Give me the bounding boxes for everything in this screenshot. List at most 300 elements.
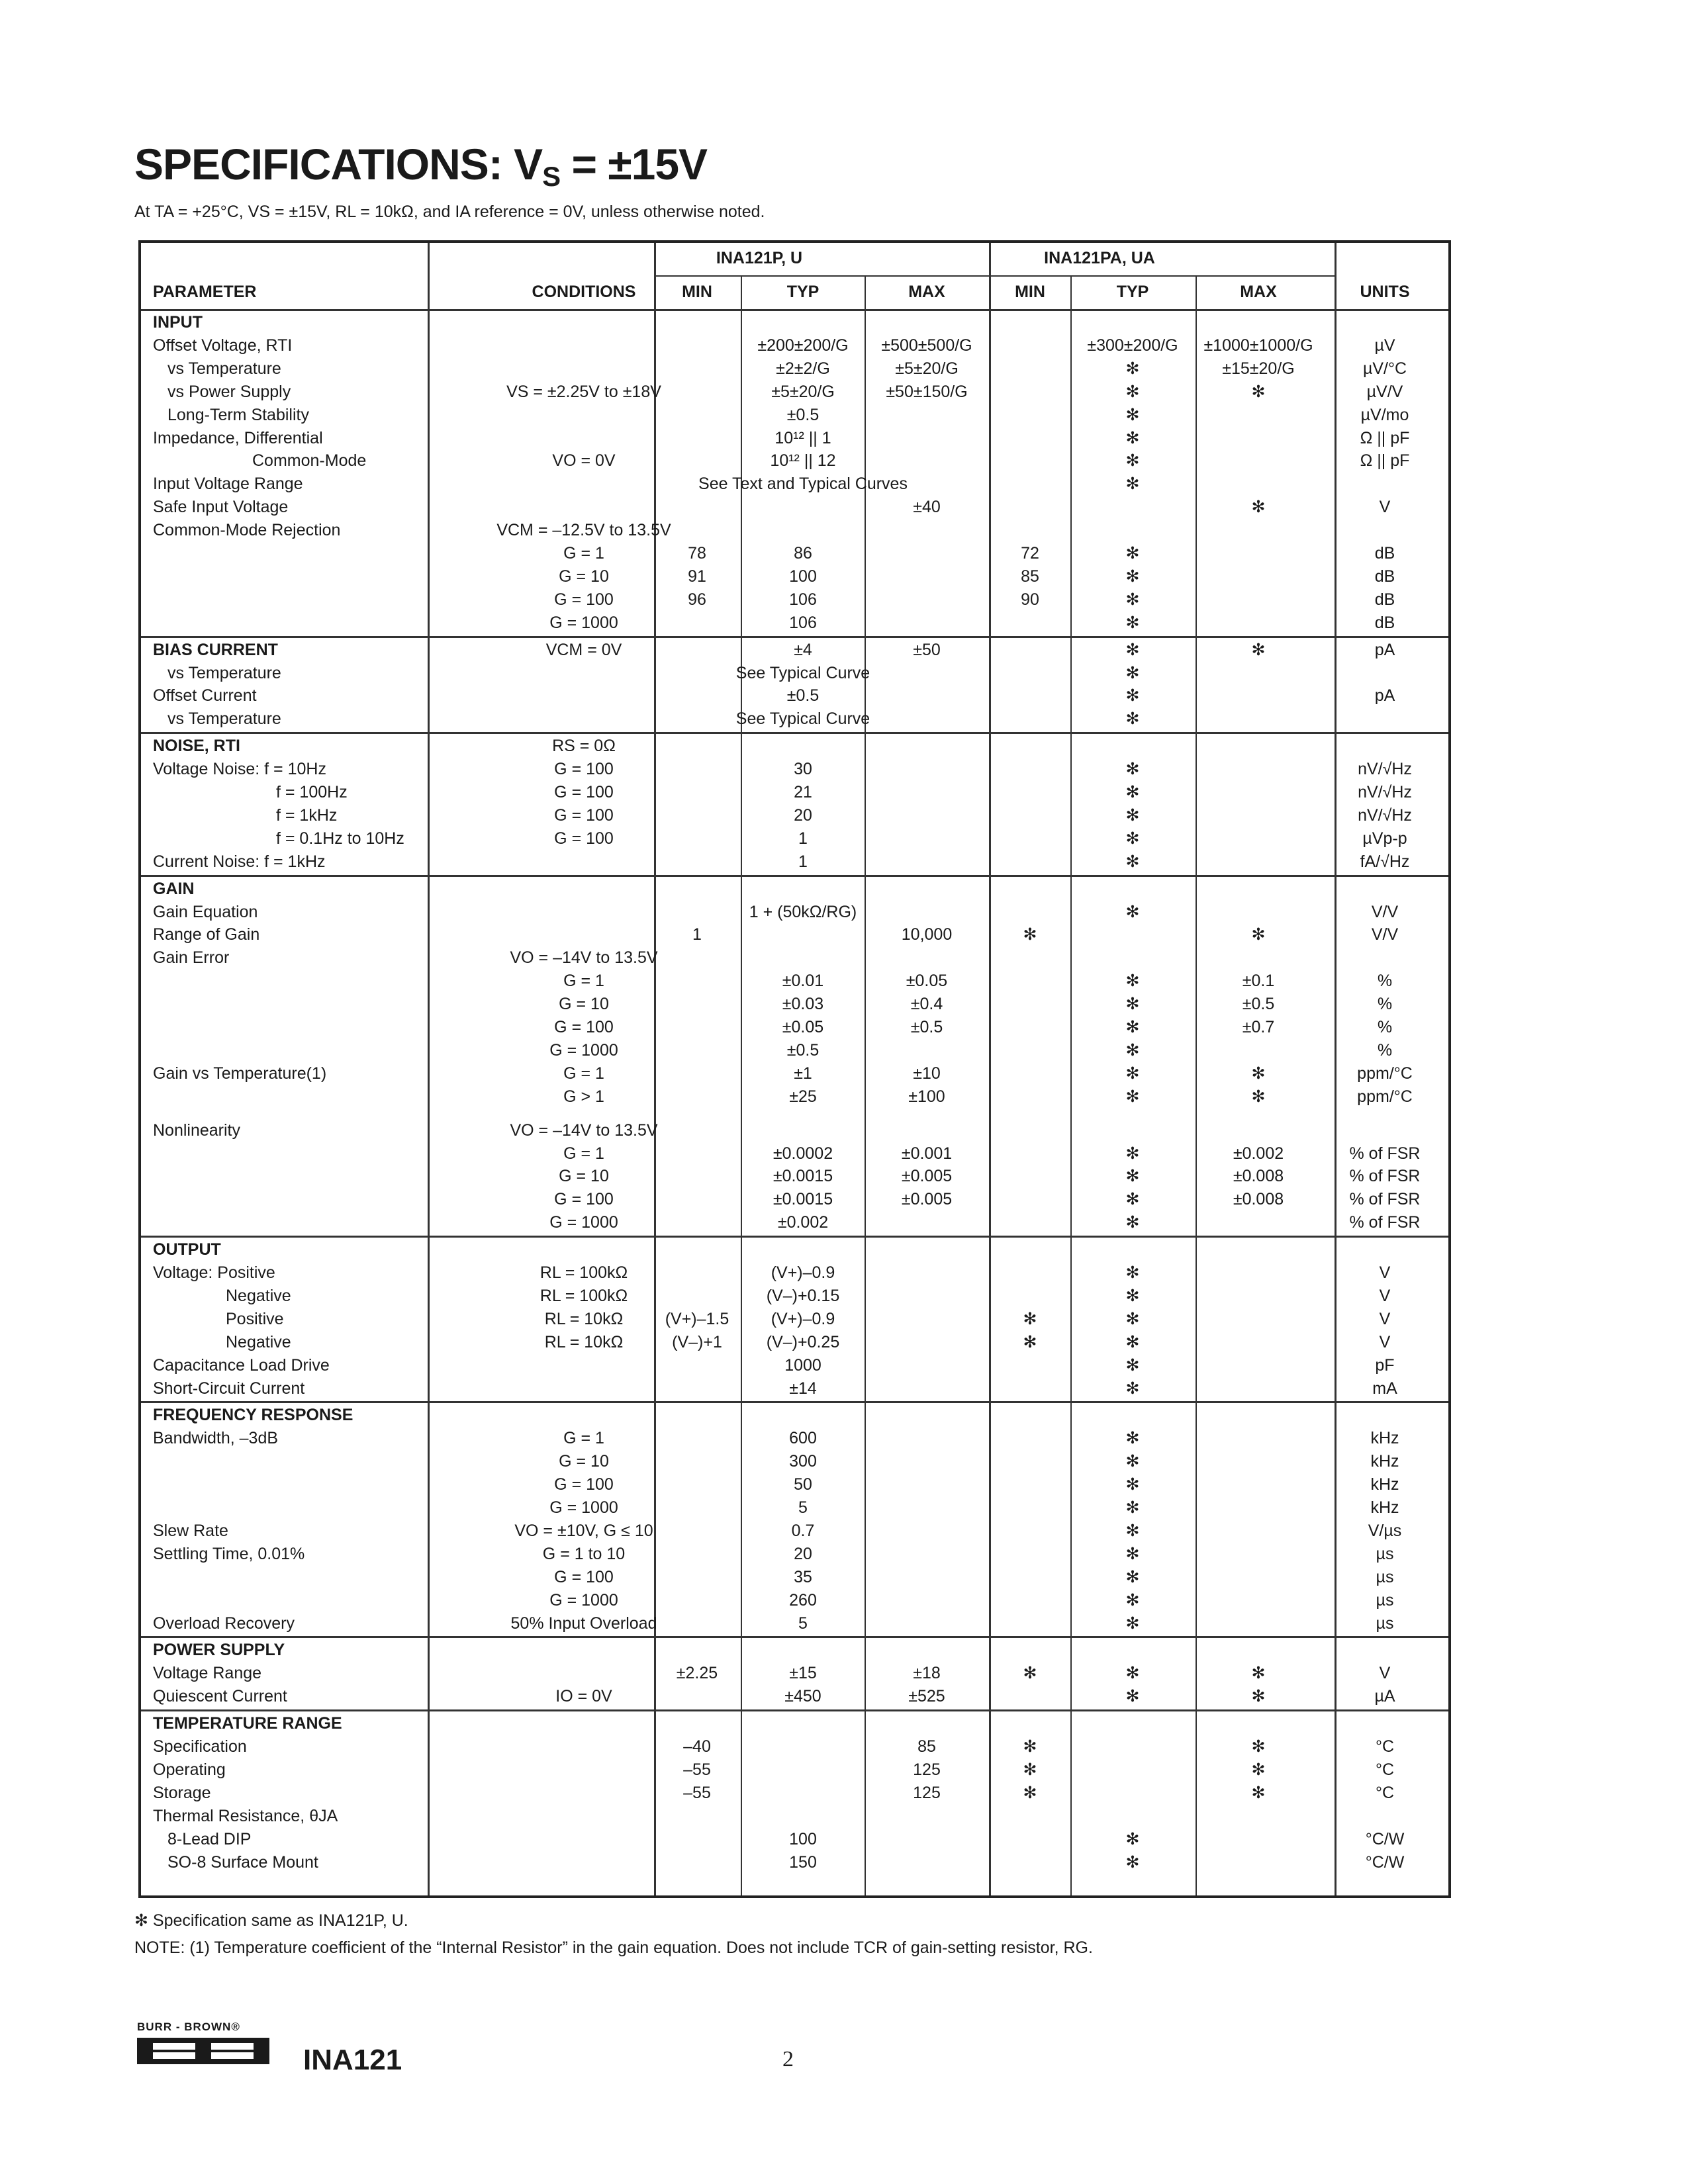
- max-value-pa: ±15±20/G: [1222, 359, 1295, 378]
- condition-cell: G = 100: [554, 1018, 614, 1036]
- typ-value-p: 1: [798, 829, 808, 848]
- typ-value-p: 10¹² || 12: [770, 451, 836, 471]
- min-value-pa: ✻: [1023, 1783, 1037, 1802]
- min-value-p: (V+)–1.5: [665, 1309, 729, 1328]
- section-divider: [141, 1236, 1448, 1238]
- parameter-label: Impedance, Differential: [153, 428, 323, 447]
- min-value-p: 96: [688, 590, 706, 609]
- parameter-label: Bandwidth, –3dB: [153, 1429, 279, 1448]
- condition-cell: VS = ±2.25V to ±18V: [506, 382, 661, 401]
- header-bottom-rule: [141, 309, 1448, 311]
- units-cell: V: [1379, 1664, 1391, 1683]
- typ-value-pa: ✻: [1125, 1040, 1140, 1060]
- condition-cell: 50% Input Overload: [510, 1614, 657, 1633]
- typ-value-p: 86: [794, 544, 812, 563]
- parameter-label: f = 0.1Hz to 10Hz: [276, 829, 404, 848]
- parameter-label: Safe Input Voltage: [153, 498, 289, 517]
- typ-value-p: ±5±20/G: [771, 382, 835, 401]
- max-value-p: ±50±150/G: [886, 382, 968, 401]
- typ-value-p: 20: [794, 1544, 812, 1563]
- typ-value-pa: ✻: [1125, 1521, 1140, 1540]
- typ-value-pa: ✻: [1125, 805, 1140, 825]
- condition-cell: G = 100: [554, 829, 614, 848]
- units-cell: nV/√Hz: [1358, 760, 1412, 779]
- units-cell: pF: [1375, 1355, 1395, 1375]
- max-value-pa: ✻: [1251, 382, 1266, 401]
- condition-cell: G = 100: [554, 1475, 614, 1494]
- typ-value-p: 1000: [784, 1355, 821, 1375]
- typ-value-pa: ✻: [1125, 1429, 1140, 1448]
- typ-value-p: 106: [789, 590, 817, 609]
- units-cell: V: [1379, 1263, 1391, 1282]
- typ-value-p: ±0.01: [782, 972, 824, 991]
- typ-value-p: ±0.5: [786, 405, 820, 424]
- max-value-p: ±5±20/G: [895, 359, 959, 378]
- units-cell: µV/V: [1366, 382, 1403, 401]
- typ-value-p: ±450: [784, 1687, 821, 1706]
- min-value-p: ±2.25: [676, 1664, 718, 1683]
- condition-cell: VO = ±10V, G ≤ 10: [514, 1521, 653, 1540]
- max-value-pa: ✻: [1251, 1687, 1266, 1706]
- parameter-label: vs Temperature: [167, 709, 281, 729]
- condition-cell: G = 10: [559, 995, 609, 1014]
- units-cell: % of FSR: [1349, 1213, 1421, 1232]
- units-cell: nV/√Hz: [1358, 783, 1412, 801]
- condition-cell: VCM = 0V: [545, 640, 622, 659]
- units-cell: % of FSR: [1349, 1144, 1421, 1163]
- conditions-subtitle: At TA = +25°C, VS = ±15V, RL = 10kΩ, and IA reference = 0V, unless otherwise noted.: [134, 203, 765, 221]
- header-max-1: MAX: [908, 283, 945, 301]
- typ-value-p: ±15: [789, 1664, 817, 1683]
- max-value-pa: ✻: [1251, 1783, 1266, 1802]
- typ-value-pa: ✻: [1125, 1018, 1140, 1036]
- min-value-p: 78: [688, 544, 706, 563]
- header-units: UNITS: [1360, 283, 1410, 301]
- max-value-pa: ✻: [1251, 925, 1266, 944]
- header-group-ina121pu: INA121P, U: [716, 249, 803, 267]
- max-value-p: 85: [917, 1737, 936, 1756]
- max-value-p: ±0.005: [901, 1167, 953, 1186]
- typ-value-pa: ✻: [1125, 405, 1140, 424]
- specifications-table: [138, 240, 1451, 1898]
- min-value-p: –55: [683, 1760, 711, 1779]
- part-number: INA121: [303, 2044, 402, 2076]
- title-subscript: S: [542, 161, 561, 192]
- parameter-label: Range of Gain: [153, 925, 260, 944]
- min-value-p: (V–)+1: [672, 1332, 722, 1351]
- units-cell: °C/W: [1365, 1829, 1405, 1848]
- condition-cell: VCM = –12.5V to 13.5V: [496, 521, 671, 540]
- parameter-label: Capacitance Load Drive: [153, 1355, 330, 1375]
- max-value-p: ±40: [913, 498, 941, 517]
- table-column-divider: [865, 275, 866, 1895]
- typ-value-pa: ✻: [1125, 1590, 1140, 1610]
- condition-cell: G = 1 to 10: [542, 1544, 626, 1563]
- max-value-pa: ±1000±1000/G: [1203, 336, 1313, 355]
- units-cell: V: [1379, 1332, 1391, 1351]
- condition-cell: G = 100: [554, 760, 614, 779]
- condition-cell: G = 1000: [549, 1498, 618, 1517]
- min-value-pa: 72: [1021, 544, 1039, 563]
- table-column-divider: [741, 275, 742, 1895]
- condition-cell: G = 100: [554, 590, 614, 609]
- typ-value-pa: ✻: [1125, 1190, 1140, 1209]
- typ-value-p: 0.7: [791, 1521, 815, 1540]
- typ-value-p: ±2±2/G: [776, 359, 830, 378]
- typ-value-p: 50: [794, 1475, 812, 1494]
- max-value-pa: ±0.5: [1242, 995, 1275, 1014]
- units-cell: pA: [1374, 686, 1395, 705]
- typ-value-p: 1: [798, 852, 808, 871]
- condition-cell: G = 1: [563, 1064, 604, 1083]
- parameter-label: Offset Voltage, RTI: [153, 336, 293, 355]
- parameter-label: vs Temperature: [167, 663, 281, 682]
- condition-cell: RL = 100kΩ: [539, 1263, 628, 1282]
- typ-value-p: 35: [794, 1567, 812, 1586]
- max-value-p: ±0.001: [901, 1144, 953, 1163]
- min-value-pa: ✻: [1023, 1664, 1037, 1683]
- typ-value-p: ±0.03: [782, 995, 824, 1014]
- typ-value-pa: ✻: [1125, 475, 1140, 494]
- parameter-label: Nonlinearity: [153, 1120, 241, 1140]
- condition-cell: G = 1: [563, 1429, 604, 1448]
- typ-value-pa: ✻: [1125, 567, 1140, 586]
- units-cell: % of FSR: [1349, 1190, 1421, 1209]
- units-cell: %: [1377, 1040, 1393, 1060]
- units-cell: °C: [1375, 1783, 1395, 1802]
- max-value-pa: ±0.7: [1242, 1018, 1275, 1036]
- section-divider: [141, 636, 1448, 638]
- condition-cell: VO = 0V: [552, 451, 616, 471]
- max-value-p: 125: [913, 1760, 941, 1779]
- condition-cell: RL = 10kΩ: [544, 1332, 624, 1351]
- table-column-divider: [1070, 275, 1072, 1895]
- typ-value-pa: ✻: [1125, 972, 1140, 991]
- condition-cell: G = 1000: [549, 613, 618, 632]
- units-cell: kHz: [1370, 1429, 1399, 1448]
- typ-value-pa: ✻: [1125, 1379, 1140, 1398]
- condition-cell: G = 100: [554, 1190, 614, 1209]
- condition-cell: VO = –14V to 13.5V: [510, 1120, 658, 1140]
- max-value-p: ±0.5: [910, 1018, 943, 1036]
- max-value-p: ±50: [913, 640, 941, 659]
- condition-cell: G > 1: [563, 1087, 604, 1106]
- units-cell: pA: [1374, 640, 1395, 659]
- min-value-p: 1: [692, 925, 702, 944]
- condition-cell: G = 100: [554, 783, 614, 801]
- header-group-ina121paua: INA121PA, UA: [1044, 249, 1155, 267]
- typ-value-pa: ✻: [1125, 1309, 1140, 1328]
- units-cell: µVp-p: [1362, 829, 1407, 848]
- units-cell: Ω || pF: [1360, 428, 1410, 447]
- max-value-pa: ±0.008: [1233, 1190, 1284, 1209]
- condition-cell: G = 100: [554, 1567, 614, 1586]
- units-cell: %: [1377, 995, 1393, 1014]
- typ-value-p: (V–)+0.15: [766, 1286, 840, 1305]
- max-value-p: 125: [913, 1783, 941, 1802]
- section-heading: FREQUENCY RESPONSE: [153, 1406, 353, 1425]
- max-value-p: ±10: [913, 1064, 941, 1083]
- min-value-p: –40: [683, 1737, 711, 1756]
- parameter-label: Common-Mode Rejection: [153, 521, 341, 540]
- max-value-p: ±0.05: [906, 972, 948, 991]
- max-value-pa: ✻: [1251, 1760, 1266, 1779]
- table-column-divider: [428, 243, 430, 1895]
- max-value-p: ±0.005: [901, 1190, 953, 1209]
- units-cell: V/V: [1371, 925, 1399, 944]
- units-cell: kHz: [1370, 1475, 1399, 1494]
- typ-value-p: ±0.5: [786, 1040, 820, 1060]
- typ-value-p: 106: [789, 613, 817, 632]
- typ-value-p: 21: [794, 783, 812, 801]
- typ-value-pa: ✻: [1125, 1355, 1140, 1375]
- units-cell: nV/√Hz: [1358, 805, 1412, 825]
- parameter-label: Operating: [153, 1760, 226, 1779]
- condition-cell: RL = 10kΩ: [544, 1309, 624, 1328]
- parameter-label: Positive: [226, 1309, 284, 1328]
- header-group-rule: [654, 275, 1335, 277]
- table-column-divider: [989, 243, 991, 1895]
- max-value-pa: ✻: [1251, 1087, 1266, 1106]
- section-heading: POWER SUPPLY: [153, 1641, 285, 1660]
- units-cell: °C/W: [1365, 1852, 1405, 1872]
- max-value-p: ±100: [908, 1087, 945, 1106]
- typ-value-p: 300: [789, 1452, 817, 1471]
- page-title: [134, 139, 707, 193]
- condition-cell: IO = 0V: [555, 1687, 612, 1706]
- typ-value-pa: ✻: [1125, 1567, 1140, 1586]
- condition-cell: G = 1000: [549, 1040, 618, 1060]
- typ-value-pa: ✻: [1125, 709, 1140, 729]
- parameter-label: Slew Rate: [153, 1521, 228, 1540]
- section-heading: TEMPERATURE RANGE: [153, 1714, 342, 1733]
- bb-logo-icon: [137, 2038, 269, 2064]
- typ-value-pa: ✻: [1125, 1829, 1140, 1848]
- typ-value-pa: ✻: [1125, 995, 1140, 1014]
- units-cell: dB: [1374, 544, 1395, 563]
- min-value-pa: ✻: [1023, 1737, 1037, 1756]
- parameter-label: Voltage Range: [153, 1664, 262, 1683]
- header-min-2: MIN: [1015, 283, 1045, 301]
- max-value-pa: ✻: [1251, 1737, 1266, 1756]
- min-value-pa: ✻: [1023, 1309, 1037, 1328]
- max-value-pa: ✻: [1251, 498, 1266, 517]
- typ-value-pa: ✻: [1125, 1213, 1140, 1232]
- title-main: SPECIFICATIONS: V: [134, 140, 543, 189]
- typ-value-pa: ✻: [1125, 428, 1140, 447]
- units-cell: °C: [1375, 1760, 1395, 1779]
- condition-cell: G = 10: [559, 1167, 609, 1186]
- min-value-pa: ✻: [1023, 1332, 1037, 1351]
- typ-value-p: ±14: [789, 1379, 817, 1398]
- footnote-1: NOTE: (1) Temperature coefficient of the “Internal Resistor” in the gain equation. Does not include TCR of gain-setting resistor, RG.: [134, 1938, 1093, 1957]
- condition-cell: RS = 0Ω: [552, 737, 616, 756]
- title-rest: = ±15V: [560, 140, 708, 189]
- units-cell: ppm/°C: [1357, 1087, 1413, 1106]
- max-value-p: ±525: [908, 1687, 945, 1706]
- parameter-label: f = 100Hz: [276, 783, 348, 801]
- header-typ-2: TYP: [1116, 283, 1149, 301]
- units-cell: dB: [1374, 567, 1395, 586]
- max-value-p: 10,000: [901, 925, 953, 944]
- typ-value-pa: ✻: [1125, 640, 1140, 659]
- parameter-label: Gain Error: [153, 948, 230, 968]
- parameter-label: Common-Mode: [252, 451, 367, 471]
- section-divider: [141, 1401, 1448, 1403]
- parameter-label: Storage: [153, 1783, 211, 1802]
- units-cell: µs: [1376, 1590, 1394, 1610]
- typ-value-pa: ✻: [1125, 1452, 1140, 1471]
- typ-value-p: (V–)+0.25: [766, 1332, 840, 1351]
- parameter-label: Quiescent Current: [153, 1687, 287, 1706]
- parameter-label: Negative: [226, 1332, 291, 1351]
- typ-value-p: ±0.5: [786, 686, 820, 705]
- typ-value-p: ±4: [794, 640, 812, 659]
- parameter-label: Input Voltage Range: [153, 475, 303, 494]
- condition-cell: G = 1000: [549, 1213, 618, 1232]
- min-value-pa: ✻: [1023, 1760, 1037, 1779]
- units-cell: dB: [1374, 613, 1395, 632]
- typ-value-pa: ✻: [1125, 1064, 1140, 1083]
- typ-value-pa: ±300±200/G: [1087, 336, 1178, 355]
- typ-value-pa: ✻: [1125, 1286, 1140, 1305]
- parameter-label: Voltage: Positive: [153, 1263, 275, 1282]
- typ-value-pa: ✻: [1125, 760, 1140, 779]
- max-value-p: ±0.4: [910, 995, 943, 1014]
- typ-value-p: ±1: [794, 1064, 812, 1083]
- section-heading: OUTPUT: [153, 1240, 221, 1259]
- section-divider: [141, 1636, 1448, 1638]
- max-value-pa: ±0.1: [1242, 972, 1275, 991]
- header-typ-1: TYP: [786, 283, 820, 301]
- parameter-label: Overload Recovery: [153, 1614, 295, 1633]
- parameter-label: Voltage Noise: f = 10Hz: [153, 760, 326, 779]
- units-cell: V/µs: [1368, 1521, 1402, 1540]
- typ-value-pa: ✻: [1125, 1144, 1140, 1163]
- units-cell: µs: [1376, 1614, 1394, 1633]
- typ-value-p: 20: [794, 805, 812, 825]
- max-value-pa: ±0.008: [1233, 1167, 1284, 1186]
- section-heading: NOISE, RTI: [153, 737, 240, 756]
- min-value-pa: 90: [1021, 590, 1039, 609]
- typ-value-p: ±0.0015: [773, 1167, 833, 1186]
- typ-value-pa: ✻: [1125, 359, 1140, 378]
- typ-value-p: ±0.0002: [773, 1144, 833, 1163]
- table-column-divider: [654, 243, 656, 1895]
- typ-value-pa: ✻: [1125, 613, 1140, 632]
- typ-value-pa: ✻: [1125, 1852, 1140, 1872]
- typ-value-p: 600: [789, 1429, 817, 1448]
- logo-text: BURR - BROWN®: [137, 2021, 240, 2033]
- parameter-label: Settling Time, 0.01%: [153, 1544, 305, 1563]
- min-value-p: –55: [683, 1783, 711, 1802]
- typ-value-pa: ✻: [1125, 544, 1140, 563]
- units-cell: µA: [1374, 1687, 1395, 1706]
- parameter-label: Gain vs Temperature(1): [153, 1064, 327, 1083]
- header-min-1: MIN: [682, 283, 712, 301]
- units-cell: ppm/°C: [1357, 1064, 1413, 1083]
- units-cell: µs: [1376, 1567, 1394, 1586]
- max-value-p: ±18: [913, 1664, 941, 1683]
- typ-value-p: 100: [789, 567, 817, 586]
- typ-value-p: 5: [798, 1498, 808, 1517]
- parameter-label: Thermal Resistance, θJA: [153, 1806, 338, 1825]
- typ-value-pa: ✻: [1125, 1475, 1140, 1494]
- typ-value-p: ±0.002: [777, 1213, 829, 1232]
- typ-value-pa: ✻: [1125, 829, 1140, 848]
- section-heading: INPUT: [153, 313, 203, 332]
- typ-value-pa: ✻: [1125, 1614, 1140, 1633]
- parameter-label: vs Temperature: [167, 359, 281, 378]
- typ-value-p: ±25: [789, 1087, 817, 1106]
- section-divider: [141, 732, 1448, 734]
- units-cell: kHz: [1370, 1452, 1399, 1471]
- typ-value-p: 150: [789, 1852, 817, 1872]
- typ-value-pa: ✻: [1125, 852, 1140, 871]
- typ-value-p: 260: [789, 1590, 817, 1610]
- condition-cell: RL = 100kΩ: [539, 1286, 628, 1305]
- parameter-label: 8-Lead DIP: [167, 1829, 252, 1848]
- typ-value-pa: ✻: [1125, 902, 1140, 921]
- units-cell: mA: [1372, 1379, 1397, 1398]
- units-cell: °C: [1375, 1737, 1395, 1756]
- typ-value-pa: ✻: [1125, 686, 1140, 705]
- units-cell: V: [1379, 1309, 1391, 1328]
- section-heading: BIAS CURRENT: [153, 640, 278, 659]
- condition-cell: VO = –14V to 13.5V: [510, 948, 658, 968]
- table-column-divider: [1196, 275, 1197, 1895]
- max-value-pa: ±0.002: [1233, 1144, 1284, 1163]
- footnote-star: ✻ Specification same as INA121P, U.: [134, 1911, 408, 1930]
- max-value-pa: ✻: [1251, 1664, 1266, 1683]
- parameter-label: Gain Equation: [153, 902, 258, 921]
- units-cell: µV/°C: [1362, 359, 1407, 378]
- condition-cell: G = 1: [563, 1144, 604, 1163]
- typ-value-p: 100: [789, 1829, 817, 1848]
- parameter-label: Current Noise: f = 1kHz: [153, 852, 326, 871]
- typ-value-pa: ✻: [1125, 590, 1140, 609]
- units-cell: kHz: [1370, 1498, 1399, 1517]
- typ-value-p: See Typical Curve: [735, 709, 870, 729]
- condition-cell: G = 1: [563, 544, 604, 563]
- condition-cell: G = 100: [554, 805, 614, 825]
- units-cell: µV: [1374, 336, 1395, 355]
- typ-value-pa: ✻: [1125, 663, 1140, 682]
- typ-value-pa: ✻: [1125, 1332, 1140, 1351]
- max-value-p: ±500±500/G: [881, 336, 972, 355]
- units-cell: fA/√Hz: [1360, 852, 1410, 871]
- typ-value-p: ±200±200/G: [757, 336, 849, 355]
- parameter-label: Specification: [153, 1737, 247, 1756]
- units-cell: dB: [1374, 590, 1395, 609]
- min-value-pa: ✻: [1023, 925, 1037, 944]
- typ-value-p: 5: [798, 1614, 808, 1633]
- table-column-divider: [1335, 243, 1336, 1895]
- units-cell: µV/mo: [1360, 405, 1409, 424]
- typ-value-pa: ✻: [1125, 1087, 1140, 1106]
- burr-brown-logo: [137, 2021, 273, 2067]
- units-cell: %: [1377, 1018, 1393, 1036]
- units-cell: Ω || pF: [1360, 451, 1410, 471]
- parameter-label: f = 1kHz: [276, 805, 338, 825]
- parameter-label: Negative: [226, 1286, 291, 1305]
- condition-cell: G = 1: [563, 972, 604, 991]
- typ-value-p: (V+)–0.9: [771, 1309, 835, 1328]
- typ-value-p: See Typical Curve: [735, 663, 870, 682]
- min-value-pa: 85: [1021, 567, 1039, 586]
- header-parameter: PARAMETER: [153, 283, 257, 301]
- typ-value-pa: ✻: [1125, 1167, 1140, 1186]
